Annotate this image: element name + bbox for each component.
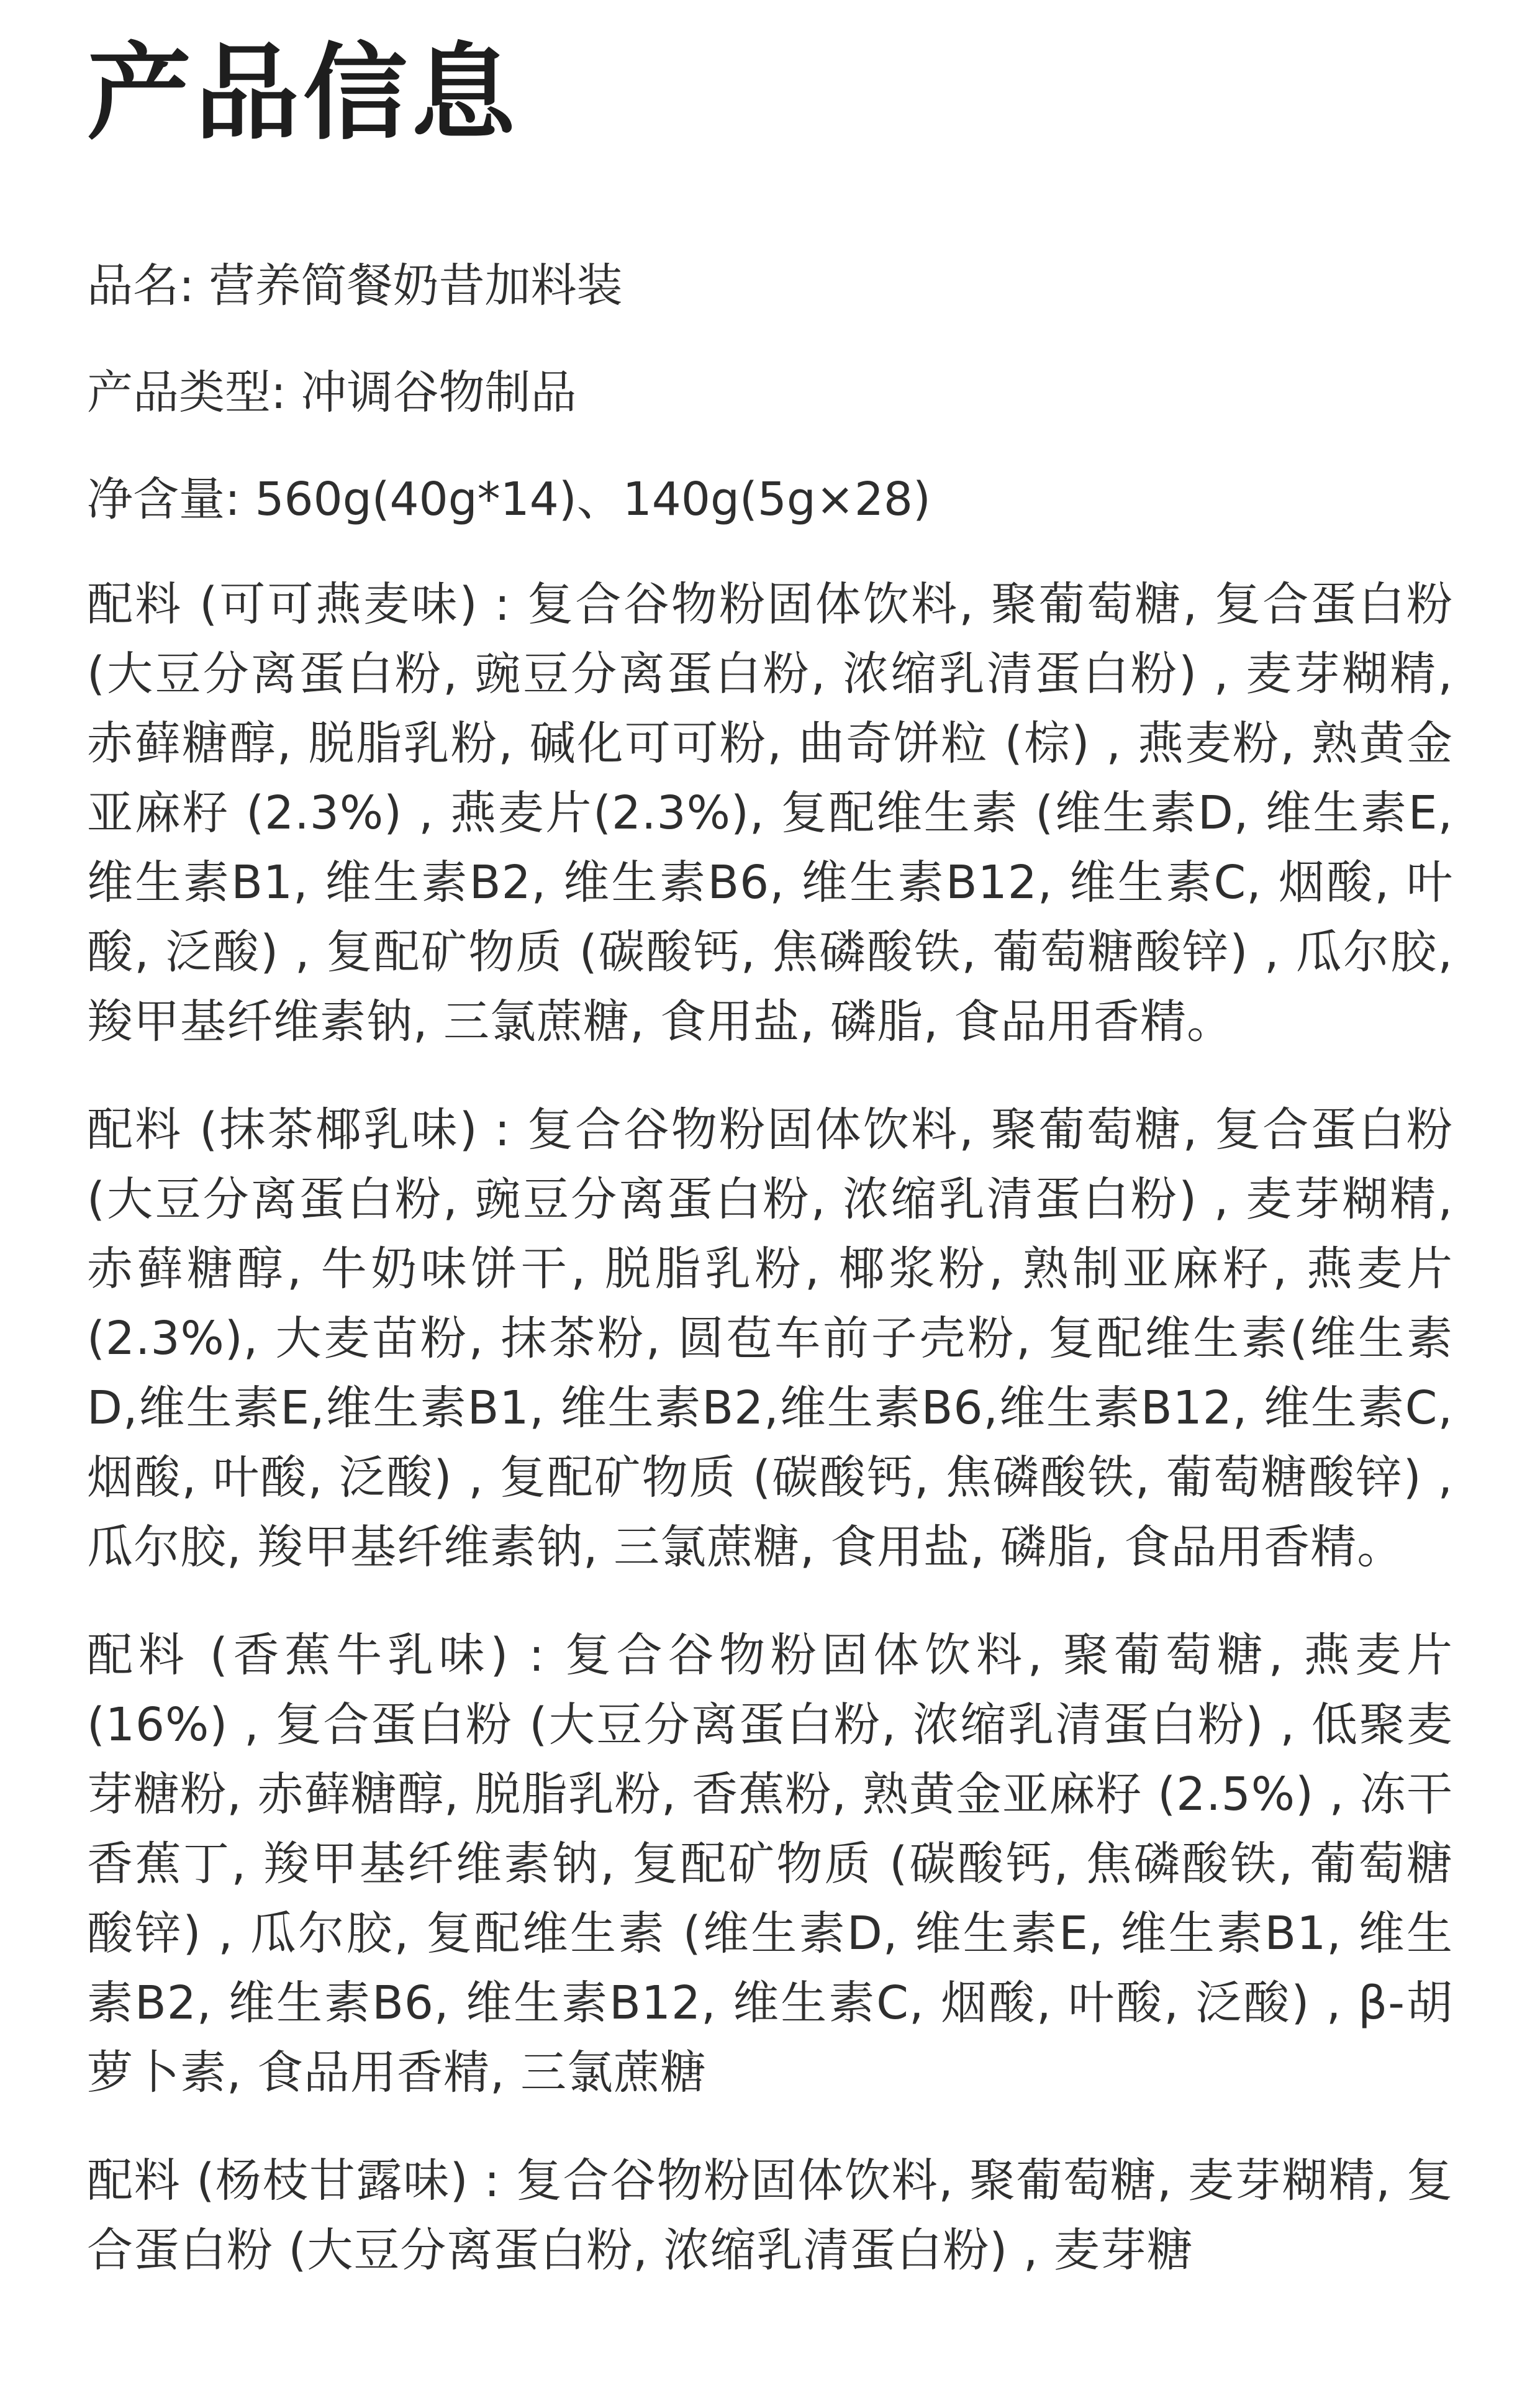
ingredients-matcha-coconut: 配料 (抹茶椰乳味) : 复合谷物粉固体饮料, 聚葡萄糖, 复合蛋白粉(大豆分离蛋白粉, 豌豆分离蛋白粉, 浓缩乳清蛋白粉) , 麦芽糊精, 赤藓糖醇, 牛奶味饼干, 脱脂乳粉, 椰浆粉, 熟制亚麻籽, 燕麦片(2.3%), 大麦苗粉, 抹茶粉, 圆苞车前子壳粉, 复配维生素(维生素D,维生素E,维生素B1, 维生素B2,维生素B6,维生素B12, 维生素C, 烟酸, 叶酸, 泛酸) , 复配矿物质 (碳酸钙, 焦磷酸铁, 葡萄糖酸锌) , 瓜尔胶, 羧甲基纤维素钠, 三氯蔗糖, 食用盐, 磷脂, 食品用香精。 xyxy=(87,1103,1453,1574)
product-info-page xyxy=(87,31,1453,2285)
product-name: 品名: 营养简餐奶昔加料装 xyxy=(87,259,623,312)
net-content: 净含量: 560g(40g*14)、140g(5g×28) xyxy=(87,473,931,526)
page-title: 产品信息 xyxy=(87,32,519,154)
ingredients-banana-milk: 配料 (香蕉牛乳味) : 复合谷物粉固体饮料, 聚葡萄糖, 燕麦片 (16%) , 复合蛋白粉 (大豆分离蛋白粉, 浓缩乳清蛋白粉) , 低聚麦芽糖粉, 赤藓糖醇, 脱脂乳粉, 香蕉粉, 熟黄金亚麻籽 (2.5%) , 冻干香蕉丁, 羧甲基纤维素钠, 复配矿物质 (碳酸钙, 焦磷酸铁, 葡萄糖酸锌) , 瓜尔胶, 复配维生素 (维生素D, 维生素E, 维生素B1, 维生素B2, 维生素B6, 维生素B12, 维生素C, 烟酸, 叶酸, 泛酸) , β-胡萝卜素, 食品用香精, 三氯蔗糖 xyxy=(87,1629,1453,2099)
ingredients-mango-pomelo: 配料 (杨枝甘露味) : 复合谷物粉固体饮料, 聚葡萄糖, 麦芽糊精, 复合蛋白粉 (大豆分离蛋白粉, 浓缩乳清蛋白粉) , 麦芽糖 xyxy=(87,2154,1453,2277)
product-type: 产品类型: 冲调谷物制品 xyxy=(87,366,577,419)
ingredients-cocoa-oat: 配料 (可可燕麦味) : 复合谷物粉固体饮料, 聚葡萄糖, 复合蛋白粉 (大豆分离蛋白粉, 豌豆分离蛋白粉, 浓缩乳清蛋白粉) , 麦芽糊精, 赤藓糖醇, 脱脂乳粉, 碱化可可粉, 曲奇饼粒 (棕) , 燕麦粉, 熟黄金亚麻籽 (2.3%) , 燕麦片(2.3%), 复配维生素 (维生素D, 维生素E, 维生素B1, 维生素B2, 维生素B6, 维生素B12, 维生素C, 烟酸, 叶酸, 泛酸) , 复配矿物质 (碳酸钙, 焦磷酸铁, 葡萄糖酸锌) , 瓜尔胶, 羧甲基纤维素钠, 三氯蔗糖, 食用盐, 磷脂, 食品用香精。 xyxy=(87,578,1453,1048)
